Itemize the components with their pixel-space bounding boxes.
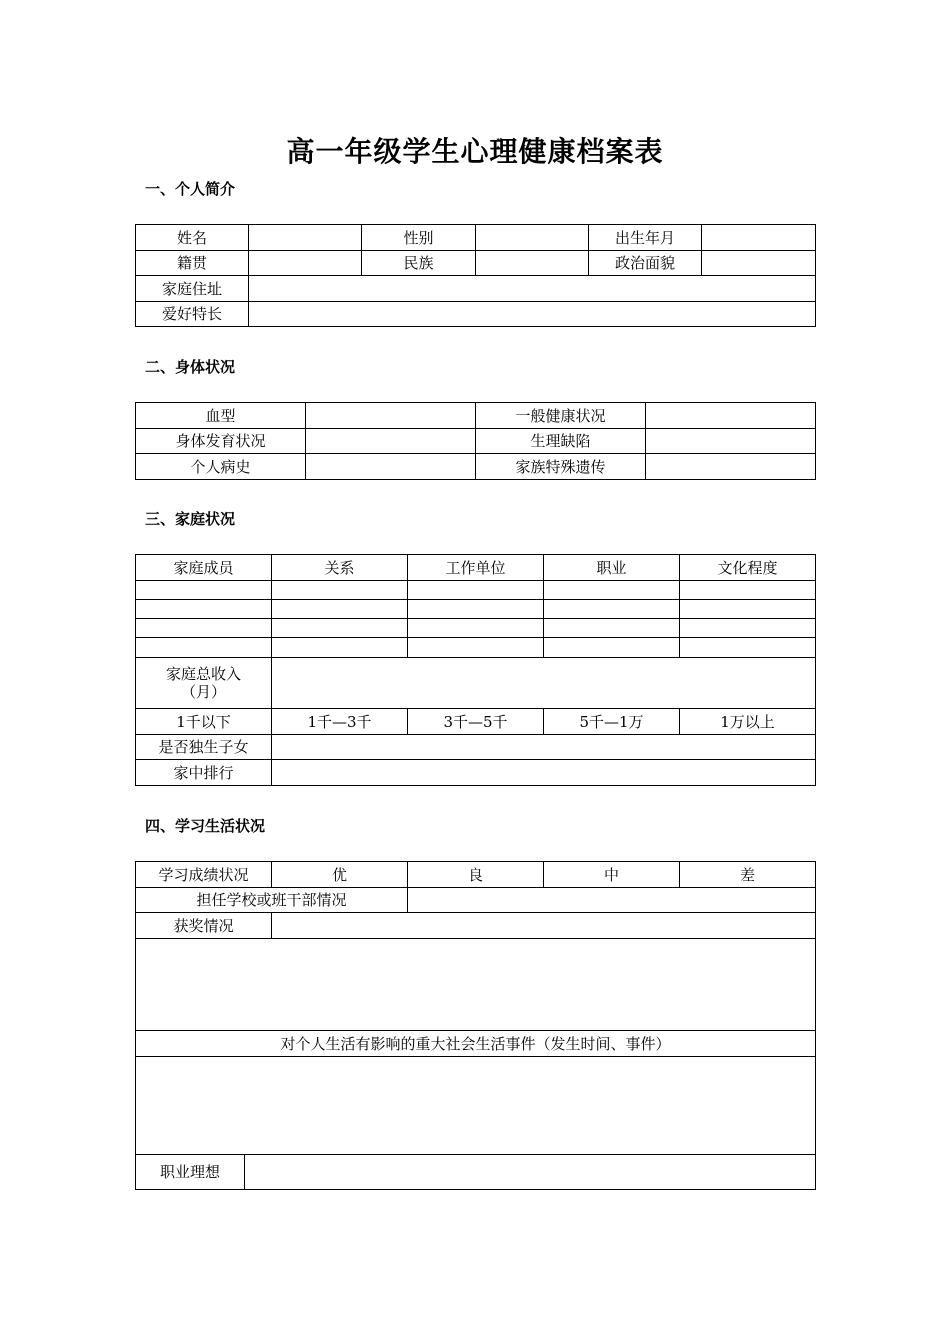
income-option[interactable]: 5千—1万 — [544, 709, 680, 735]
heredity-field[interactable] — [646, 454, 816, 480]
address-label: 家庭住址 — [136, 276, 249, 302]
income-option[interactable]: 1万以上 — [680, 709, 816, 735]
family-member-row — [136, 581, 816, 600]
family-header-workplace: 工作单位 — [408, 555, 544, 581]
major-events-area[interactable] — [136, 1057, 816, 1155]
table-cell[interactable] — [272, 600, 408, 619]
table-cell[interactable] — [408, 619, 544, 638]
cadre-field[interactable] — [408, 888, 816, 913]
gender-field[interactable] — [476, 225, 589, 251]
table-cell[interactable] — [272, 638, 408, 658]
grade-option-excellent[interactable]: 优 — [272, 862, 408, 888]
medical-history-field[interactable] — [306, 454, 476, 480]
table-cell[interactable] — [136, 600, 272, 619]
section-heading-family: 三、家庭状况 — [145, 510, 236, 528]
income-label — [136, 658, 272, 709]
table-cell[interactable] — [544, 581, 680, 600]
table-cell[interactable] — [408, 581, 544, 600]
ethnicity-field[interactable] — [476, 251, 589, 276]
birth-field[interactable] — [702, 225, 816, 251]
section-heading-personal: 一、个人简介 — [145, 180, 236, 198]
income-option[interactable]: 1千—3千 — [272, 709, 408, 735]
political-status-field[interactable] — [702, 251, 816, 276]
page-title: 高一年级学生心理健康档案表 — [286, 135, 664, 168]
grade-option-average[interactable]: 中 — [544, 862, 680, 888]
gender-label: 性别 — [362, 225, 476, 251]
grades-label: 学习成绩状况 — [136, 862, 272, 888]
native-place-label: 籍贯 — [136, 251, 249, 276]
family-table — [135, 554, 816, 786]
blood-type-label: 血型 — [136, 403, 306, 429]
table-cell[interactable] — [136, 619, 272, 638]
development-label: 身体发育状况 — [136, 429, 306, 454]
grade-option-poor[interactable]: 差 — [680, 862, 816, 888]
grade-option-good[interactable]: 良 — [408, 862, 544, 888]
address-field[interactable] — [249, 276, 816, 302]
income-field[interactable] — [272, 658, 816, 709]
table-cell[interactable] — [544, 638, 680, 658]
major-events-label: 对个人生活有影响的重大社会生活事件（发生时间、事件） — [136, 1031, 816, 1057]
section-heading-physical: 二、身体状况 — [145, 358, 236, 376]
only-child-field[interactable] — [272, 735, 816, 760]
physical-table — [135, 402, 816, 480]
awards-detail-area[interactable] — [136, 939, 816, 1031]
awards-label: 获奖情况 — [136, 913, 272, 939]
table-cell[interactable] — [408, 600, 544, 619]
study-table — [135, 861, 816, 1190]
name-label: 姓名 — [136, 225, 249, 251]
family-member-row — [136, 619, 816, 638]
birth-label: 出生年月 — [589, 225, 702, 251]
income-label-line2: （月） — [180, 683, 226, 701]
family-member-row — [136, 600, 816, 619]
awards-field[interactable] — [272, 913, 816, 939]
only-child-label: 是否独生子女 — [136, 735, 272, 760]
cadre-label: 担任学校或班干部情况 — [136, 888, 408, 913]
income-label-line1: 家庭总收入 — [165, 665, 241, 683]
hobbies-label: 爱好特长 — [136, 302, 249, 327]
personal-info-table — [135, 224, 816, 327]
table-cell[interactable] — [272, 581, 408, 600]
table-cell[interactable] — [680, 638, 816, 658]
defects-field[interactable] — [646, 429, 816, 454]
table-cell[interactable] — [136, 638, 272, 658]
ethnicity-label: 民族 — [362, 251, 476, 276]
table-cell[interactable] — [680, 600, 816, 619]
section-heading-study: 四、学习生活状况 — [145, 817, 266, 835]
blood-type-field[interactable] — [306, 403, 476, 429]
table-cell[interactable] — [680, 581, 816, 600]
hobbies-field[interactable] — [249, 302, 816, 327]
family-header-occupation: 职业 — [544, 555, 680, 581]
table-cell[interactable] — [408, 638, 544, 658]
career-ideal-label: 职业理想 — [136, 1155, 245, 1190]
career-ideal-field[interactable] — [245, 1155, 816, 1190]
development-field[interactable] — [306, 429, 476, 454]
family-header-education: 文化程度 — [680, 555, 816, 581]
family-header-member: 家庭成员 — [136, 555, 272, 581]
medical-history-label: 个人病史 — [136, 454, 306, 480]
table-cell[interactable] — [680, 619, 816, 638]
family-header-relation: 关系 — [272, 555, 408, 581]
general-health-field[interactable] — [646, 403, 816, 429]
table-cell[interactable] — [136, 581, 272, 600]
family-member-row — [136, 638, 816, 658]
birth-order-label: 家中排行 — [136, 760, 272, 786]
native-place-field[interactable] — [249, 251, 362, 276]
heredity-label: 家族特殊遗传 — [476, 454, 646, 480]
political-status-label: 政治面貌 — [589, 251, 702, 276]
table-cell[interactable] — [272, 619, 408, 638]
income-option[interactable]: 1千以下 — [136, 709, 272, 735]
table-cell[interactable] — [544, 619, 680, 638]
birth-order-field[interactable] — [272, 760, 816, 786]
defects-label: 生理缺陷 — [476, 429, 646, 454]
general-health-label: 一般健康状况 — [476, 403, 646, 429]
table-cell[interactable] — [544, 600, 680, 619]
name-field[interactable] — [249, 225, 362, 251]
income-option[interactable]: 3千—5千 — [408, 709, 544, 735]
